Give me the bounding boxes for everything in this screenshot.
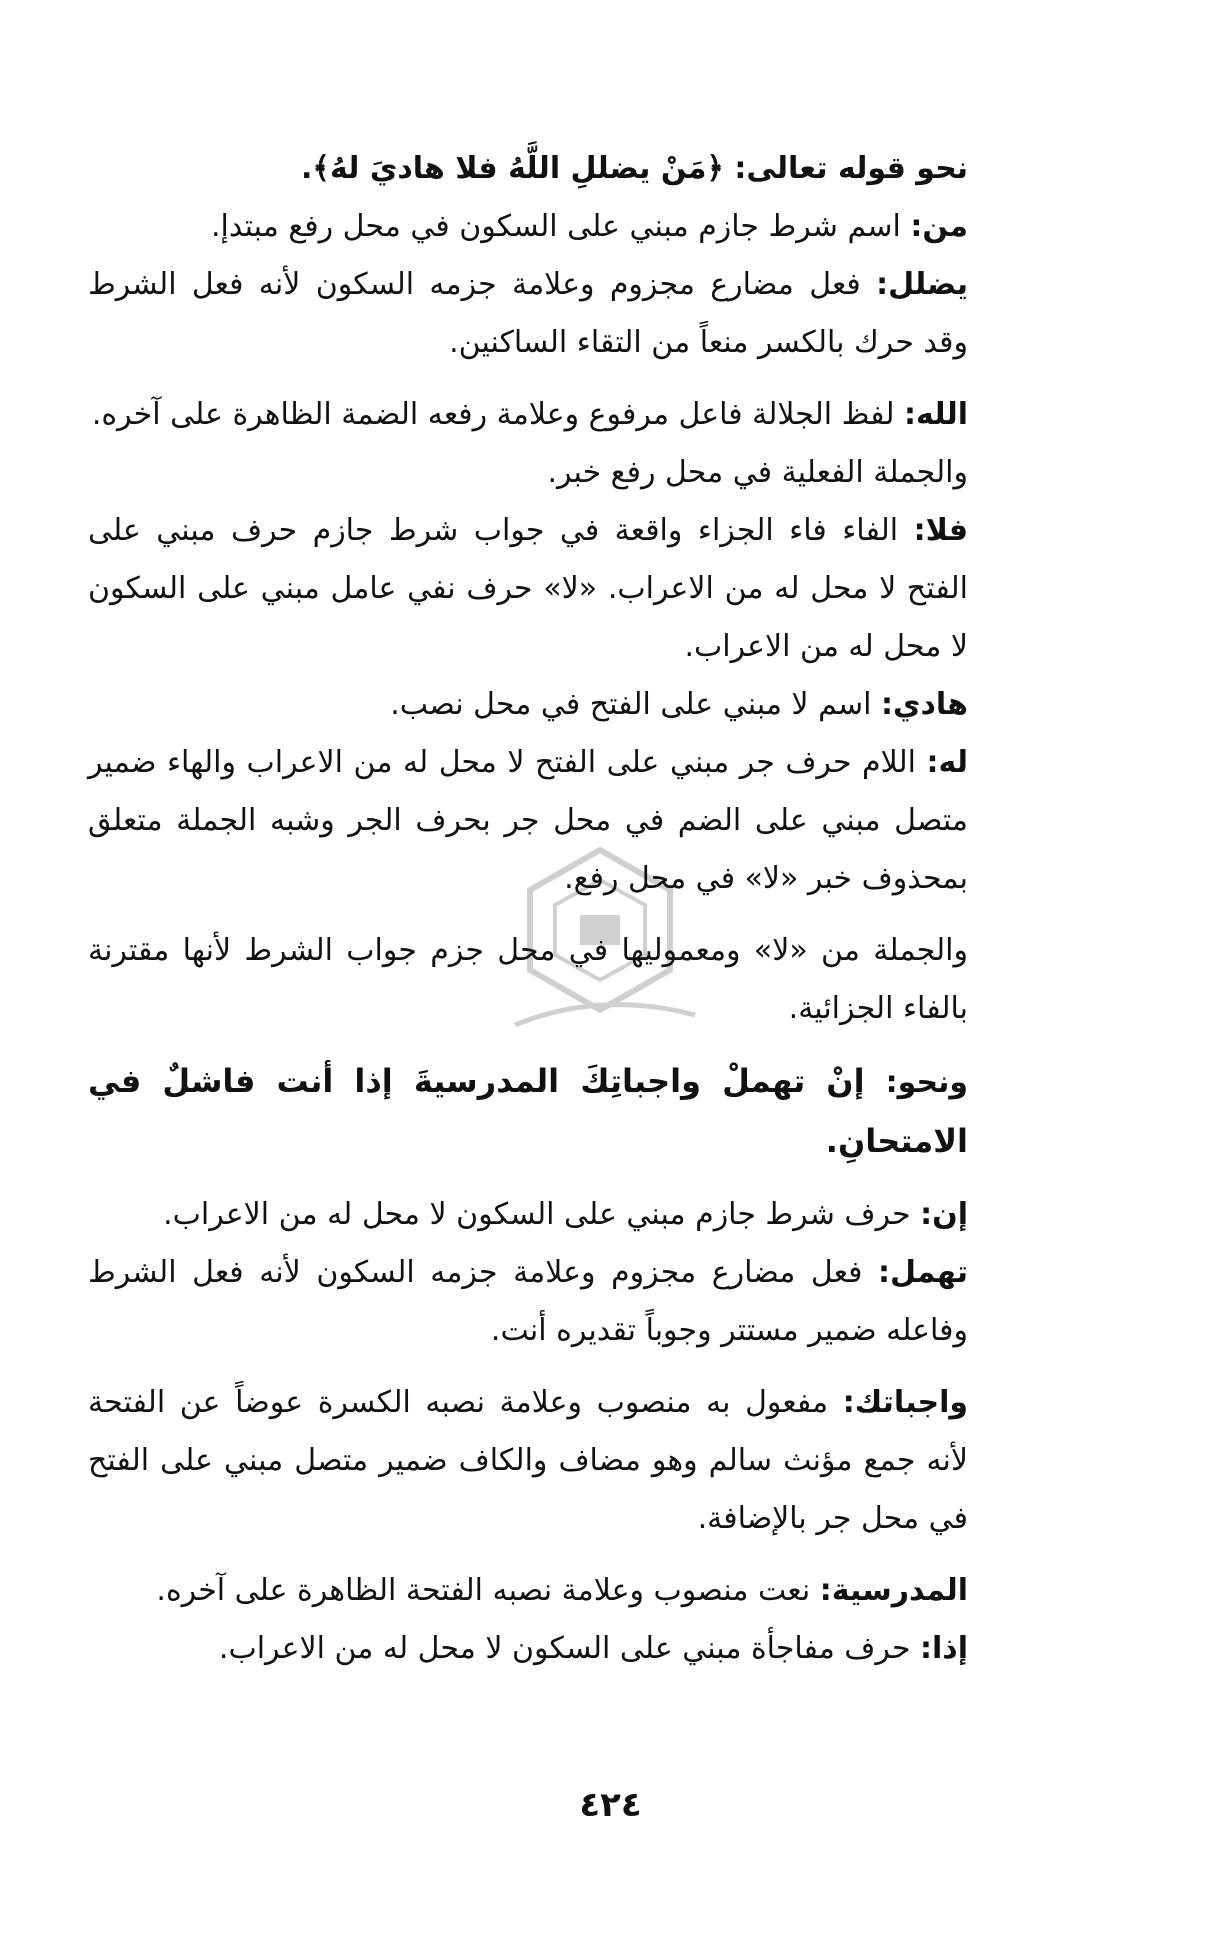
paragraph-text: نحو قوله تعالى: ﴿مَنْ يضللِ اللَّهُ فلا هاديَ لهُ﴾. <box>300 151 968 186</box>
paragraph-term: يضلل: <box>876 267 968 302</box>
paragraph-example-1 <box>88 140 968 198</box>
paragraph-term: له: <box>926 745 968 780</box>
paragraph-text: والجملة من «لا» ومعموليها في محل جزم جواب الشرط لأنها مقترنة بالفاء الجزائية. <box>88 933 968 1026</box>
paragraph-text: اسم شرط جازم مبني على السكون في محل رفع مبتدإ. <box>211 209 911 244</box>
paragraph-term: إذا: <box>920 1631 968 1666</box>
paragraph-text: حرف مفاجأة مبني على السكون لا محل له من الاعراب. <box>218 1631 921 1666</box>
paragraph-term: إن: <box>920 1197 968 1232</box>
paragraph-text: فعل مضارع مجزوم وعلامة جزمه السكون لأنه فعل الشرط وفاعله ضمير مستتر وجوباً تقديره أنت. <box>88 1255 968 1348</box>
paragraph-yudlil <box>88 256 968 372</box>
paragraph-man <box>88 198 968 256</box>
paragraph-term: هادي: <box>881 687 968 722</box>
paragraph-term: فلا: <box>913 513 968 548</box>
paragraph-text: مفعول به منصوب وعلامة نصبه الكسرة عوضاً عن الفتحة لأنه جمع مؤنث سالم وهو مضاف والكاف ضمير متصل مبني على الفتح في محل جر بالإضافة. <box>88 1385 968 1536</box>
paragraph-text: حرف شرط جازم مبني على السكون لا محل له من الاعراب. <box>163 1197 921 1232</box>
paragraph-text: لفظ الجلالة فاعل مرفوع وعلامة رفعه الضمة الظاهرة على آخره. <box>91 397 905 432</box>
paragraph-wajibatak <box>88 1374 968 1548</box>
paragraph-term: تهمل: <box>878 1255 968 1290</box>
paragraph-lahu <box>88 734 968 908</box>
paragraph-term: من: <box>910 209 968 244</box>
page-body <box>88 140 968 1678</box>
paragraph-term: الله: <box>904 397 968 432</box>
paragraph-madrasiya <box>88 1562 968 1620</box>
paragraph-jumla-la <box>88 922 968 1038</box>
paragraph-term: واجباتك: <box>842 1385 968 1420</box>
paragraph-text: نعت منصوب وعلامة نصبه الفتحة الظاهرة على آخره. <box>156 1573 820 1608</box>
paragraph-fala <box>88 502 968 676</box>
paragraph-text: فعل مضارع مجزوم وعلامة جزمه السكون لأنه فعل الشرط وقد حرك بالكسر منعاً من التقاء الساكنين. <box>88 267 968 360</box>
paragraph-term: المدرسية: <box>819 1573 968 1608</box>
paragraph-hadi <box>88 676 968 734</box>
paragraph-example-2 <box>88 1052 968 1172</box>
paragraph-in <box>88 1186 968 1244</box>
paragraph-jumla-filiya <box>88 444 968 502</box>
paragraph-text: الفاء فاء الجزاء واقعة في جواب شرط جازم حرف مبني على الفتح لا محل له من الاعراب. «لا» حرف نفي عامل مبني على السكون لا محل له من الاعراب. <box>88 513 968 664</box>
paragraph-allah <box>88 386 968 444</box>
paragraph-text: والجملة الفعلية في محل رفع خبر. <box>547 455 968 490</box>
paragraph-text: اللام حرف جر مبني على الفتح لا محل له من الاعراب والهاء ضمير متصل مبني على الضم في محل جر بحرف الجر وشبه الجملة متعلق بمحذوف خبر «لا» في محل رفع. <box>88 745 968 896</box>
paragraph-itha <box>88 1620 968 1678</box>
paragraph-text: إنْ تهملْ واجباتِكَ المدرسيةَ إذا أنت فاشلٌ في الامتحانِ. <box>88 1062 968 1160</box>
paragraph-tuhmil <box>88 1244 968 1360</box>
paragraph-text: اسم لا مبني على الفتح في محل نصب. <box>390 687 882 722</box>
page-number: ٤٢٤ <box>579 1785 642 1825</box>
paragraph-term: ونحو: <box>885 1065 968 1100</box>
